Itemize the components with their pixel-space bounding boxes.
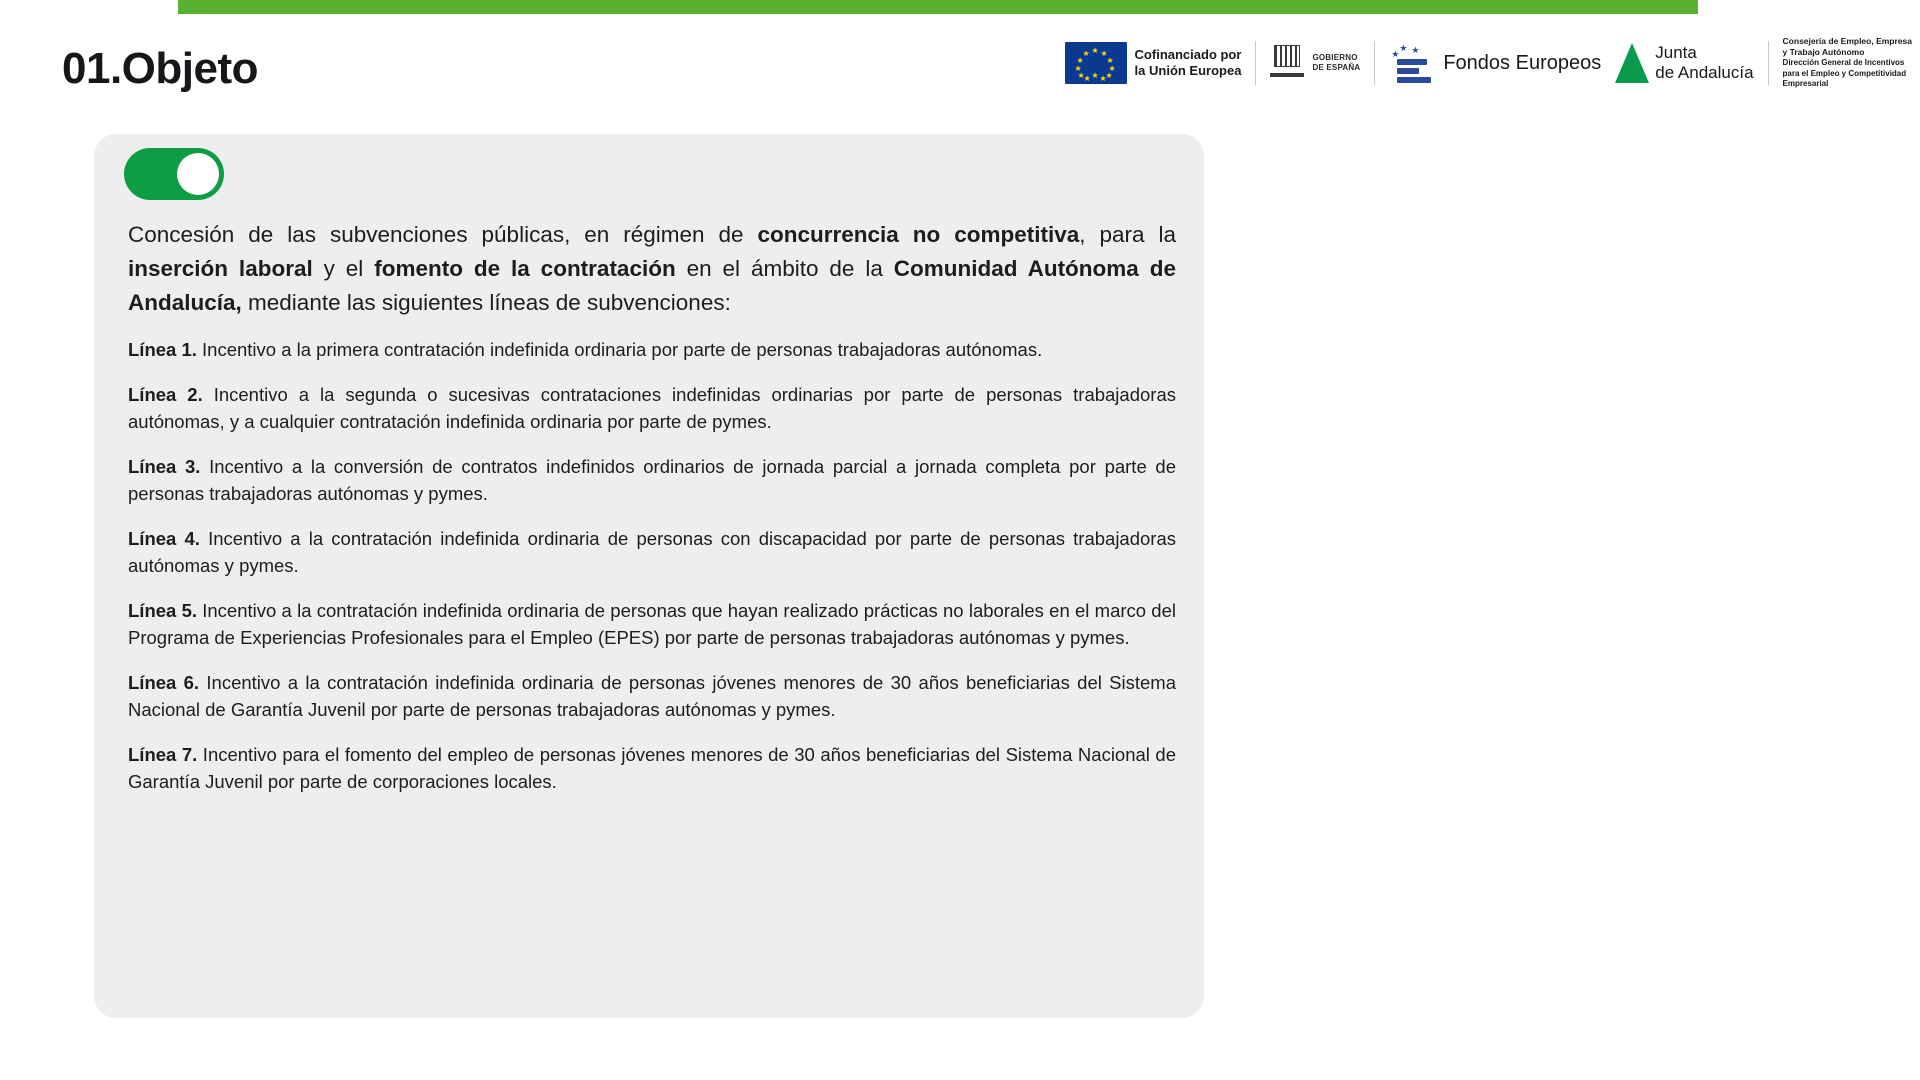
line-item <box>128 336 1176 363</box>
line-item <box>128 741 1176 795</box>
logo-gobierno-line1: GOBIERNO <box>1312 53 1358 63</box>
logo-divider-3 <box>1768 41 1769 85</box>
page-title: 01.Objeto <box>62 44 258 93</box>
line-text: Incentivo a la contratación indefinida ordinaria de personas que hayan realizado prácticas no laborales en el marco del Programa de Experiencias Profesionales para el Empleo (EPES) por parte de personas trabajadoras autónomas y pymes. <box>128 600 1176 648</box>
eu-flag-icon: ★ ★ ★ ★ ★ ★ ★ ★ ★ ★ ★ ★ <box>1065 42 1127 84</box>
lead-run-6: en el ámbito de la <box>675 256 894 281</box>
lead-run-8: mediante las siguientes líneas de subvenciones: <box>241 290 731 315</box>
line-label: Línea 6. <box>128 672 200 693</box>
line-text: Incentivo a la primera contratación indefinida ordinaria por parte de personas trabajadoras autónomas. <box>196 339 1043 360</box>
consejeria-line3: Dirección General de Incentivos <box>1782 58 1905 68</box>
line-item <box>128 453 1176 507</box>
lead-run-2: , para la <box>1079 222 1176 247</box>
consejeria-line5: Empresarial <box>1782 79 1829 89</box>
consejeria-line1: Consejería de Empleo, Empresa <box>1782 35 1912 46</box>
logo-junta <box>1615 43 1753 83</box>
spain-government-crest-icon <box>1270 43 1304 83</box>
logo-junta-text <box>1655 43 1753 82</box>
line-text: Incentivo a la segunda o sucesivas contrataciones indefinidas ordinarias por parte de personas trabajadoras autónomas, y a cualquier contratación indefinida ordinaria por parte de pymes. <box>128 384 1176 432</box>
logo-eu-line2: la Unión Europea <box>1134 63 1242 78</box>
line-label: Línea 1. <box>128 339 197 360</box>
toggle-switch[interactable] <box>124 148 224 200</box>
logo-gobierno-line2: DE ESPAÑA <box>1312 63 1361 72</box>
line-label: Línea 2. <box>128 384 203 405</box>
content-text <box>128 218 1176 795</box>
line-label: Línea 4. <box>128 528 200 549</box>
lines-list <box>128 336 1176 795</box>
photo-frame <box>1252 240 1920 1080</box>
logo-gobierno <box>1270 43 1360 83</box>
lead-run-0: Concesión de las subvenciones públicas, en régimen de <box>128 222 758 247</box>
logo-junta-line1: Junta <box>1655 43 1697 63</box>
line-item <box>128 381 1176 435</box>
lead-paragraph <box>128 218 1176 320</box>
line-text: Incentivo a la contratación indefinida ordinaria de personas jóvenes menores de 30 años beneficiarias del Sistema Nacional de Garantía Juvenil por parte de personas trabajadoras autónomas y pymes. <box>128 672 1176 720</box>
lead-run-3: inserción laboral <box>128 256 313 281</box>
toggle-knob <box>177 153 219 195</box>
lead-run-4: y el <box>312 256 375 281</box>
line-item <box>128 525 1176 579</box>
logo-gobierno-text <box>1312 53 1360 72</box>
logo-junta-line2: de Andalucía <box>1655 63 1754 82</box>
line-text: Incentivo a la conversión de contratos indefinidos ordinarios de jornada parcial a jornada completa por parte de personas trabajadoras autónomas y pymes. <box>128 456 1176 504</box>
lead-run-7: Comunidad Autónoma de Andalucía, <box>128 256 1176 315</box>
logo-strip <box>1065 30 1912 96</box>
logo-divider-2 <box>1374 41 1375 85</box>
logo-eu-text <box>1135 47 1242 80</box>
consejeria-line4: para el Empleo y Competitividad <box>1782 68 1907 78</box>
logo-divider-1 <box>1255 41 1256 85</box>
logo-consejeria-text <box>1783 36 1912 90</box>
line-label: Línea 5. <box>128 600 197 621</box>
logo-eu-line1: Cofinanciado por <box>1134 46 1242 62</box>
logo-fondos <box>1389 43 1601 83</box>
line-label: Línea 3. <box>128 456 201 477</box>
logo-eu <box>1065 42 1242 84</box>
lead-run-5: fomento de la contratación <box>374 256 676 281</box>
lead-run-1: concurrencia no competitiva <box>757 222 1080 247</box>
junta-andalucia-icon <box>1615 43 1649 83</box>
line-item <box>128 669 1176 723</box>
consejeria-line2: y Trabajo Autónomo <box>1782 47 1865 58</box>
line-label: Línea 7. <box>128 744 198 765</box>
logo-fondos-label: Fondos Europeos <box>1443 51 1602 74</box>
line-text: Incentivo para el fomento del empleo de personas jóvenes menores de 30 años beneficiarias del Sistema Nacional de Garantía Juvenil por parte de corporaciones locales. <box>128 744 1177 792</box>
line-text: Incentivo a la contratación indefinida ordinaria de personas con discapacidad por parte de personas trabajadoras autónomas y pymes. <box>128 528 1176 576</box>
top-green-bar <box>178 0 1698 14</box>
fondos-europeos-icon: ★ ★ ★ <box>1389 43 1435 83</box>
line-item <box>128 597 1176 651</box>
